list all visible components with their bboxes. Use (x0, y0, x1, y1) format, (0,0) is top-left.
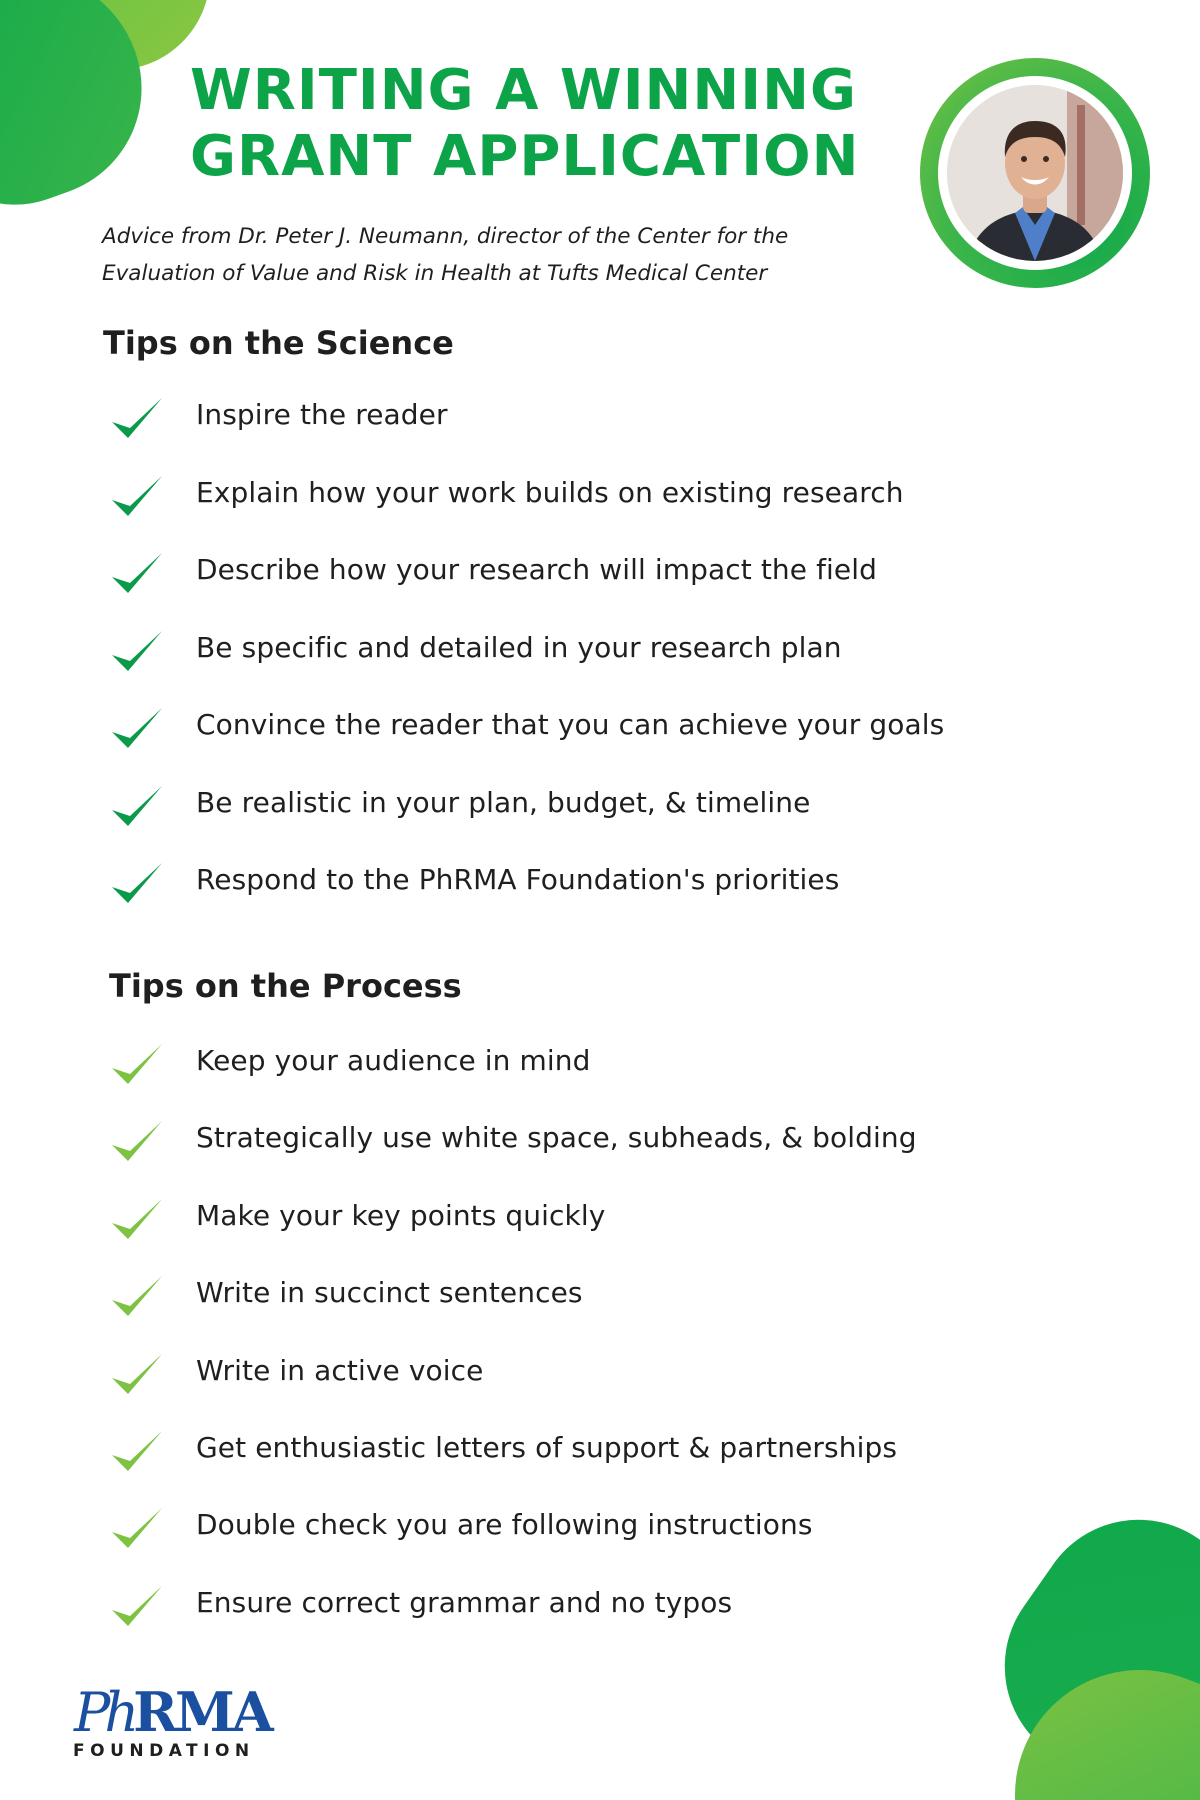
logo-foundation-text: FOUNDATION (73, 1741, 255, 1761)
logo-mark-ph: Ph (74, 1681, 134, 1744)
logo-mark-rma: RMA (133, 1680, 271, 1744)
science-heading: Tips on the Science (103, 324, 454, 362)
checkmark-icon (108, 394, 166, 446)
checkmark-icon (108, 1582, 166, 1634)
list-item-text: Describe how your research will impact the field (196, 553, 877, 586)
checkmark-icon (108, 859, 166, 911)
title-line-1: WRITING A WINNING (190, 58, 857, 123)
subtitle-line-1: Advice from Dr. Peter J. Neumann, director of the Center for the (102, 224, 789, 249)
checkmark-icon (108, 472, 166, 524)
title-line-2: GRANT APPLICATION (190, 124, 860, 189)
portrait-illustration (947, 85, 1123, 261)
checkmark-icon (108, 1117, 166, 1169)
page-subtitle (102, 218, 902, 292)
list-item-text: Explain how your work builds on existing research (196, 475, 904, 509)
list-item-text: Write in active voice (196, 1353, 484, 1387)
list-item-text: Write in succinct sentences (196, 1276, 583, 1310)
list-item-text: Convince the reader that you can achieve your goals (196, 708, 945, 741)
checkmark-icon (108, 1040, 166, 1092)
list-item-text: Be realistic in your plan, budget, & timeline (196, 785, 811, 819)
list-item-text: Ensure correct grammar and no typos (196, 1585, 733, 1619)
list-item-text: Be specific and detailed in your research plan (196, 630, 842, 664)
list-item-text: Get enthusiastic letters of support & partnerships (196, 1430, 898, 1464)
checkmark-icon (108, 1350, 166, 1402)
list-item-text: Keep your audience in mind (196, 1044, 591, 1077)
list-item-text: Respond to the PhRMA Foundation's priorities (196, 863, 840, 896)
page-title (190, 58, 910, 190)
checkmark-icon (108, 704, 166, 756)
list-item-text: Make your key points quickly (196, 1198, 606, 1232)
checkmark-icon (108, 1272, 166, 1324)
checkmark-icon (108, 1504, 166, 1556)
list-item-text: Double check you are following instructions (196, 1508, 813, 1542)
checkmark-icon (108, 549, 166, 601)
list-item-text: Strategically use white space, subheads, & bolding (196, 1121, 917, 1155)
list-item-text: Inspire the reader (196, 398, 448, 431)
checkmark-icon (108, 782, 166, 834)
subtitle-line-2: Evaluation of Value and Risk in Health at Tufts Medical Center (102, 261, 768, 286)
checkmark-icon (108, 1195, 166, 1247)
checkmark-icon (108, 627, 166, 679)
checkmark-icon (108, 1427, 166, 1479)
process-heading: Tips on the Process (109, 967, 462, 1005)
portrait-photo (947, 85, 1123, 261)
phrma-foundation-logo (68, 1680, 271, 1763)
logo-mark (74, 1680, 271, 1744)
portrait-frame (920, 58, 1150, 288)
